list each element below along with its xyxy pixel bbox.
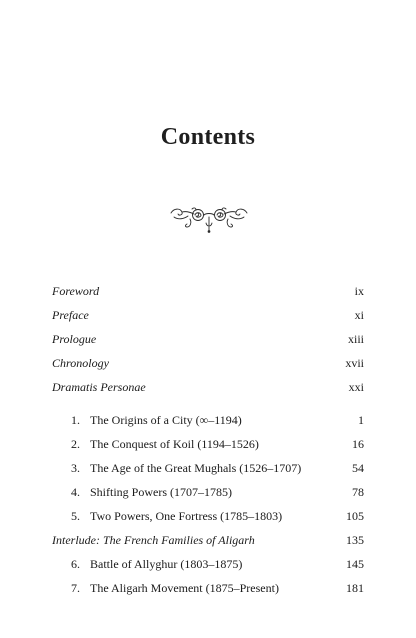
toc-entry-label: Prologue	[52, 332, 97, 346]
toc-entry-prologue[interactable]	[52, 332, 364, 348]
toc-entry-label: Foreword	[52, 284, 100, 298]
toc-entry-page: 54	[352, 461, 364, 475]
toc-entry-chapter-1[interactable]	[52, 413, 364, 429]
chapter-number: 1.	[71, 413, 80, 427]
toc-entry-page: ix	[354, 284, 364, 298]
toc-entry-chapter-7[interactable]	[52, 581, 364, 597]
toc-entry-label: The Aligarh Movement (1875–Present)	[90, 581, 279, 595]
toc-entry-label: Dramatis Personae	[52, 380, 146, 394]
toc-entry-page: xi	[354, 308, 364, 322]
toc-entry-page: 135	[346, 533, 364, 547]
toc-entry-chapter-5[interactable]	[52, 509, 364, 525]
chapter-number: 5.	[71, 509, 80, 523]
toc-entry-dramatis-personae[interactable]	[52, 380, 364, 396]
toc-entry-label: Battle of Allyghur (1803–1875)	[90, 557, 243, 571]
toc-entry-page: 105	[346, 509, 364, 523]
toc-entry-preface[interactable]	[52, 308, 364, 324]
chapter-number: 7.	[71, 581, 80, 595]
toc-entry-foreword[interactable]	[52, 284, 364, 300]
toc-entry-label: Preface	[52, 308, 89, 322]
toc-entry-label: Shifting Powers (1707–1785)	[90, 485, 232, 499]
toc-entry-page: 181	[346, 581, 364, 595]
toc-entry-page: 16	[352, 437, 364, 451]
page-title: Contents	[160, 124, 256, 150]
toc-entry-page: xiii	[347, 332, 364, 346]
toc-entry-chapter-4[interactable]	[52, 485, 364, 501]
toc-entry-label: The Conquest of Koil (1194–1526)	[90, 437, 259, 451]
toc-entry-label: The Age of the Great Mughals (1526–1707)	[90, 461, 302, 475]
toc-entry-label: Interlude: The French Families of Aligarh	[52, 533, 255, 547]
floral-scroll-ornament-icon	[168, 203, 250, 233]
chapter-number: 2.	[71, 437, 80, 451]
chapter-number: 4.	[71, 485, 80, 499]
toc-entry-chapter-3[interactable]	[52, 461, 364, 477]
toc-entry-label: The Origins of a City (∞–1194)	[90, 413, 242, 427]
chapter-number: 3.	[71, 461, 80, 475]
toc-entry-chapter-6[interactable]	[52, 557, 364, 573]
toc-entry-page: 78	[352, 485, 364, 499]
toc-entry-page: xvii	[345, 356, 364, 370]
toc-entry-chapter-2[interactable]	[52, 437, 364, 453]
toc-entry-page: xxi	[348, 380, 364, 394]
chapter-number: 6.	[71, 557, 80, 571]
toc-entry-interlude[interactable]	[52, 533, 364, 549]
toc-entry-label: Two Powers, One Fortress (1785–1803)	[90, 509, 283, 523]
toc-entry-chronology[interactable]	[52, 356, 364, 372]
toc-entry-label: Chronology	[52, 356, 109, 370]
toc-entry-page: 1	[358, 413, 364, 427]
toc-entry-page: 145	[346, 557, 364, 571]
